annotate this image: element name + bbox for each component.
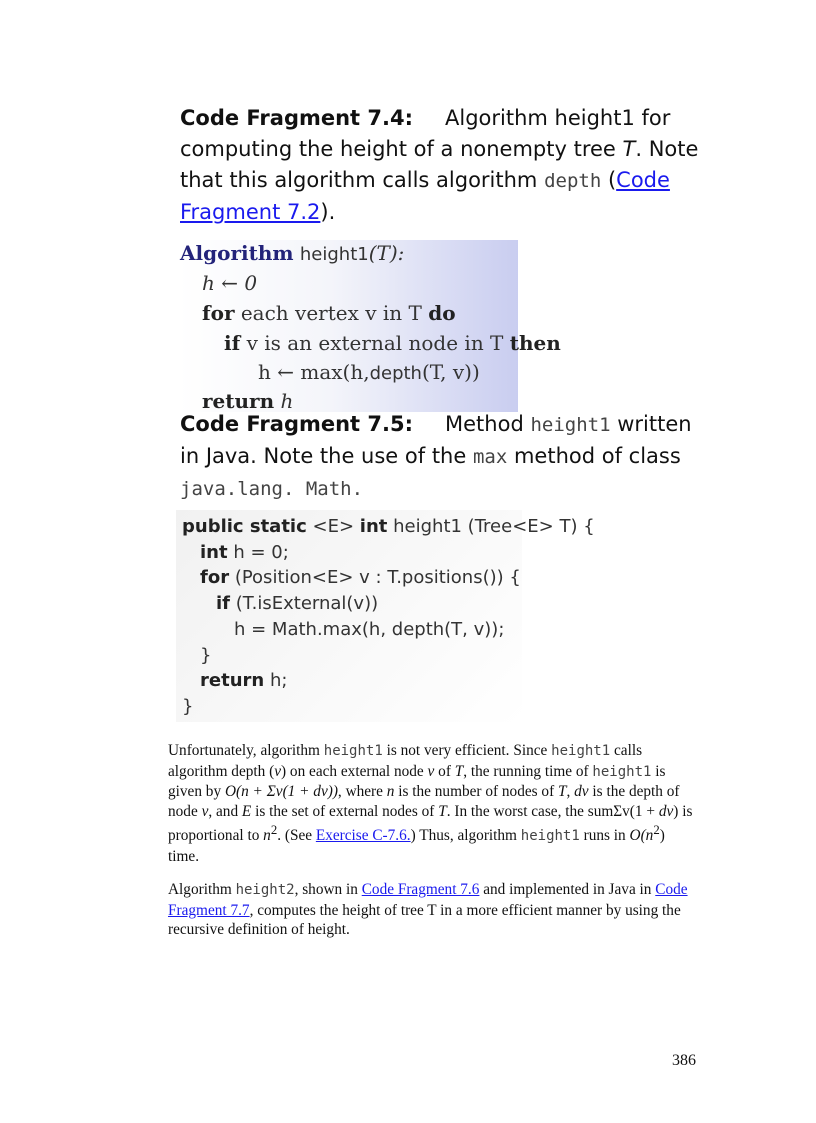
- code-fragment-7-4-caption: Code Fragment 7.4: Algorithm height1 for computing the height of a nonempty tree T. Note that this algorithm calls algorithm depth (Code Fragment 7.2).: [180, 106, 699, 224]
- code-fragment-7-2-link[interactable]: Code Fragment 7.2: [180, 168, 670, 224]
- caption-label: Code Fragment 7.5:: [180, 412, 414, 436]
- paragraph-height2: Algorithm height2, shown in Code Fragment 7.6 and implemented in Java in Code Fragment 7.7, computes the height of tree T in a more efficient manner by using the recursive definition of height.: [168, 881, 688, 938]
- exercise-c-7-6-link[interactable]: Exercise C-7.6.: [315, 827, 411, 845]
- java-height1-figure: public static <E> int height1 (Tree<E> T) { int h = 0; for (Position<E> v : T.positions()) { if (T.isExternal(v)) h = Math.max(h, depth(T, v)); } return h; }: [176, 510, 522, 722]
- paragraph-efficiency: Unfortunately, algorithm height1 is not very efficient. Since height1 calls algorithm depth (v) on each external node v of T, the running time of height1 is given by O(n + Σv(1 + dv)), where n is the number of nodes of T, dv is the depth of node v, and E is the set of external nodes of T. In the worst case, the sumΣv(1 + dv) is proportional to $n^2$. (See Exercise C-7.6.) Thus, algorithm height1 runs in $O(n^2)$ time.: [168, 742, 693, 865]
- code-fragment-7-5-caption: Code Fragment 7.5: Method height1 written in Java. Note the use of the max method of class java.lang. Math.: [180, 412, 692, 500]
- code-fragment-7-7-link[interactable]: Code Fragment 7.7: [168, 881, 688, 919]
- caption-label: Code Fragment 7.4:: [180, 106, 414, 130]
- page-number: 386: [672, 1052, 696, 1069]
- code-fragment-7-6-link[interactable]: Code Fragment 7.6: [361, 881, 480, 898]
- algorithm-height1-figure: Algorithm height1(T): h ← 0 for each vertex v in T do if v is an external node in T then h ← max(h,depth(T, v)) return h: [180, 241, 561, 413]
